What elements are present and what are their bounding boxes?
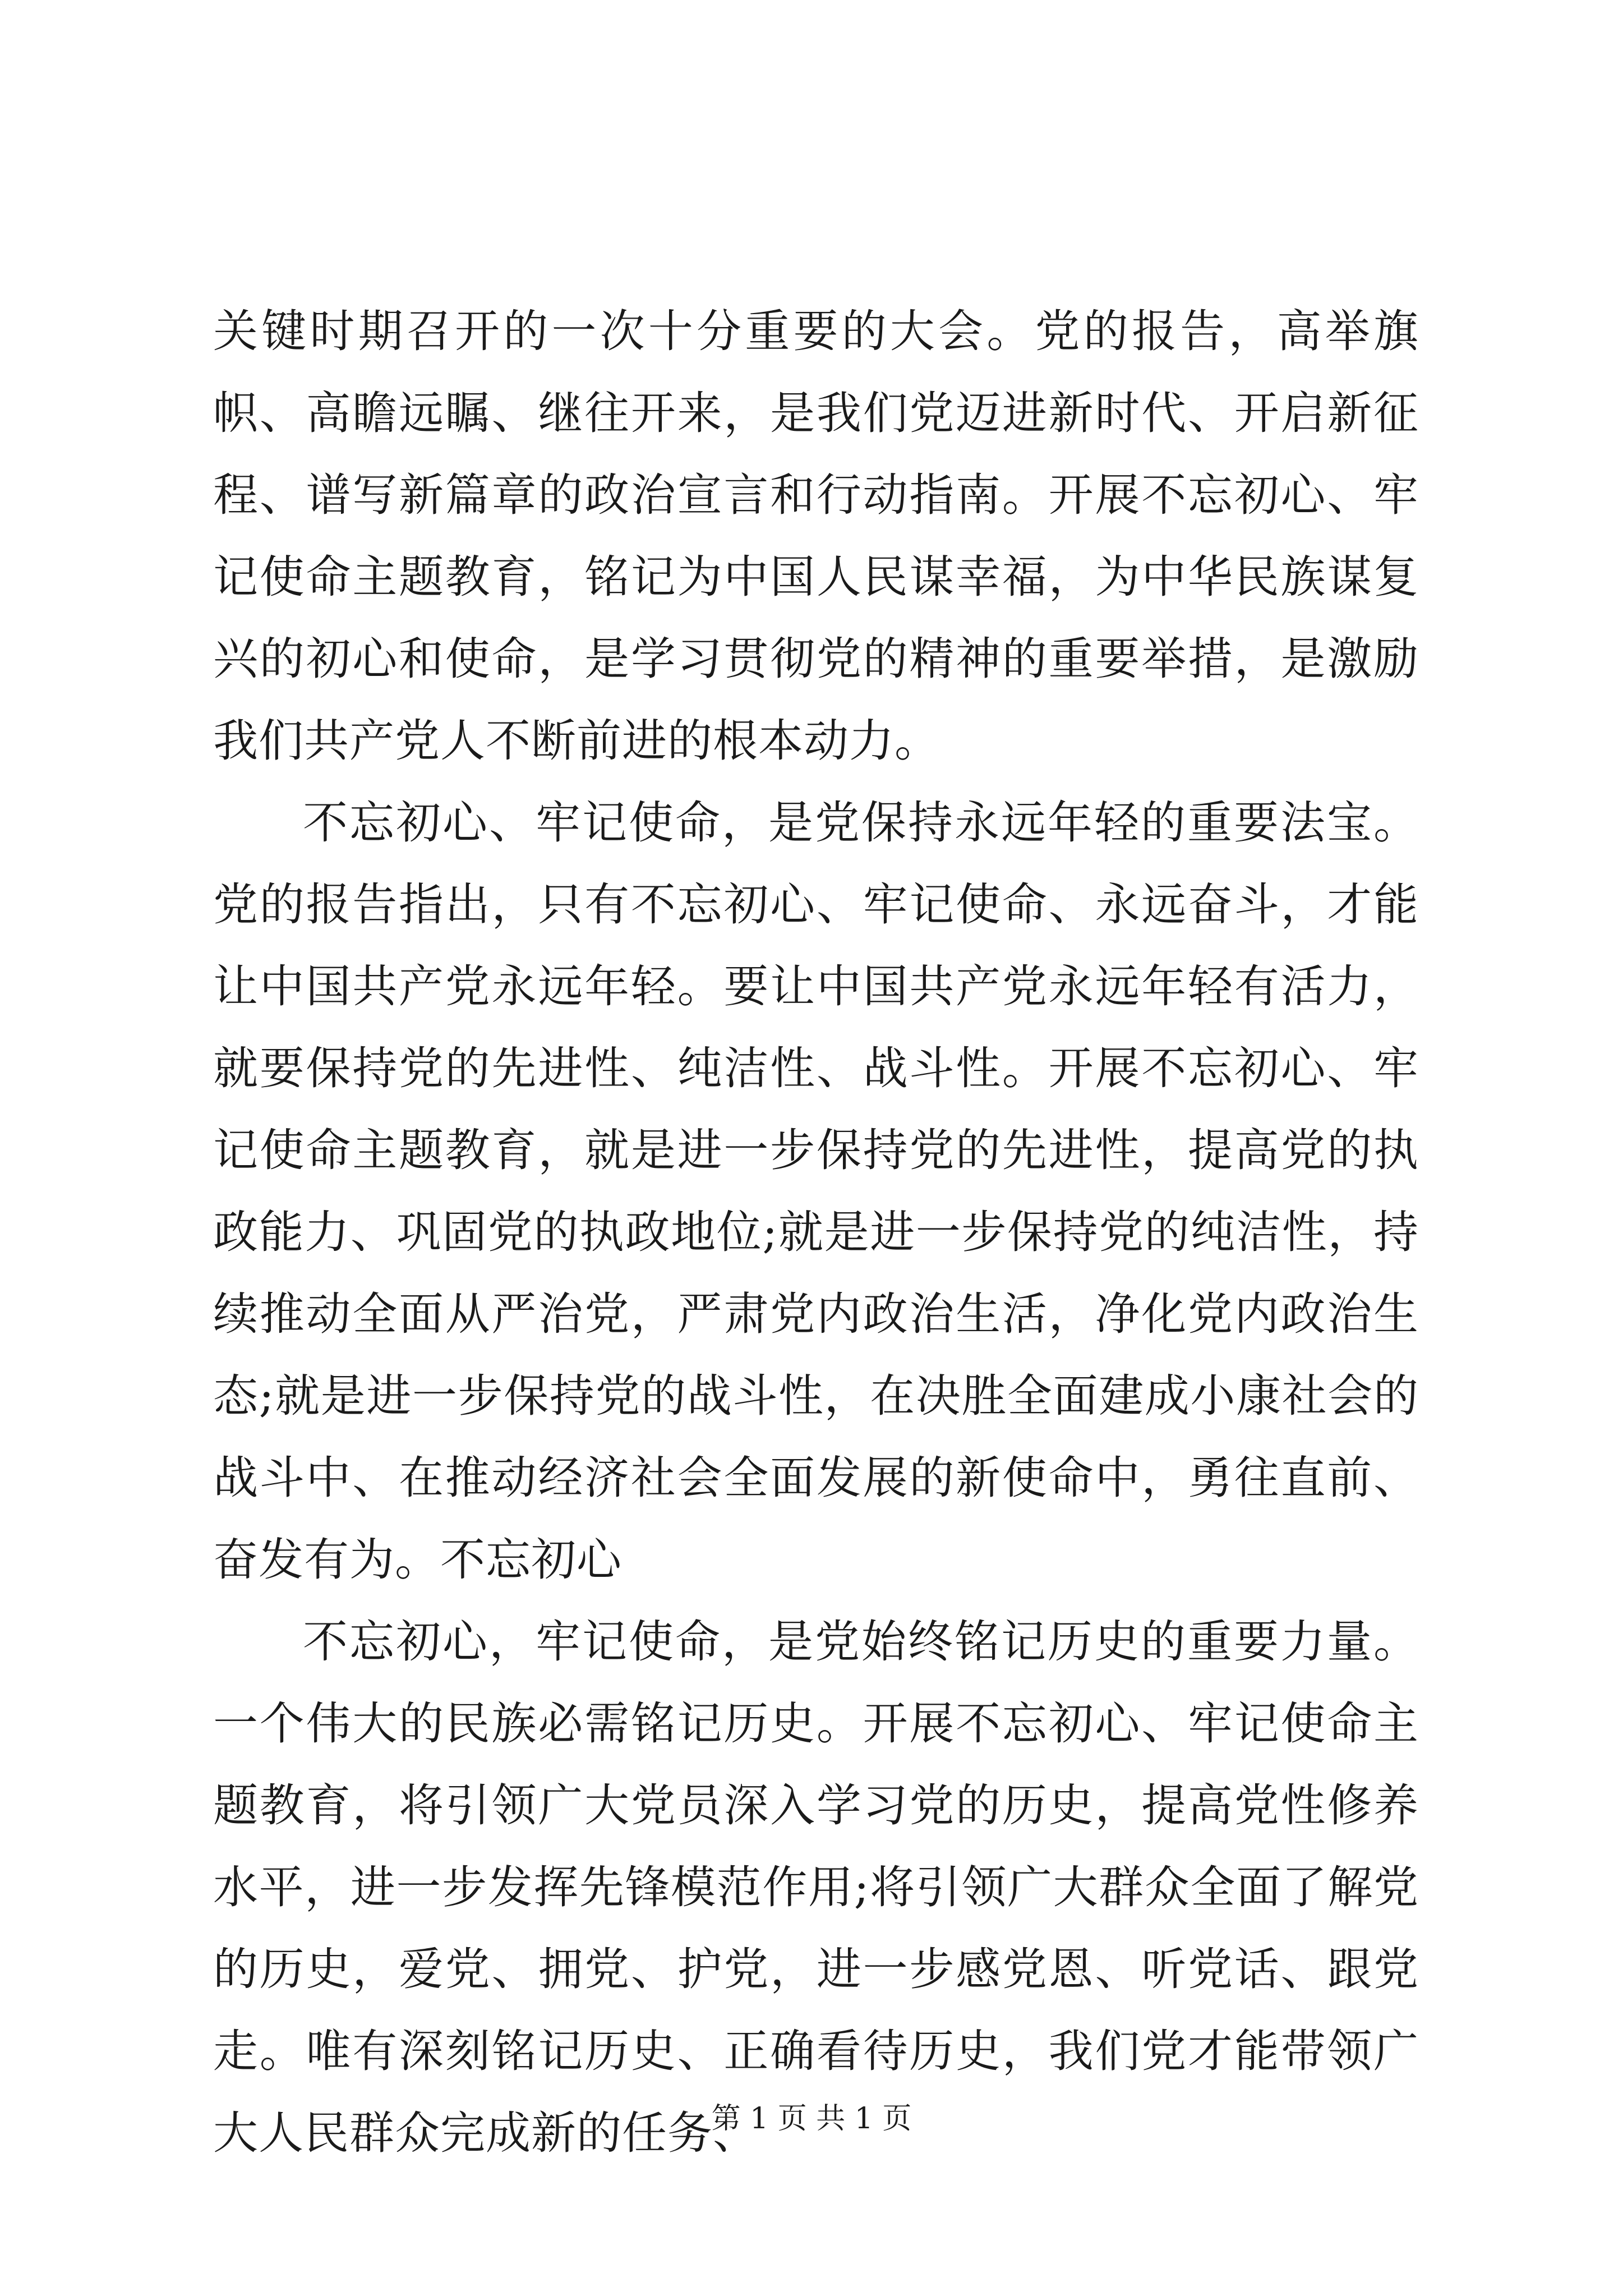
paragraph-2: 不忘初心、牢记使命，是党保持永远年轻的重要法宝。党的报告指出，只有不忘初心、牢记使命、永远奋斗，才能让中国共产党永远年轻。要让中国共产党永远年轻有活力，就要保持党的先进性、纯洁性、战斗性。开展不忘初心、牢记使命主题教育，就是进一步保持党的先进性，提高党的执政能力、巩固党的执政地位;就是进一步保持党的纯洁性，持续推动全面从严治党，严肃党内政治生活，净化党内政治生态;就是进一步保持党的战斗性，在决胜全面建成小康社会的战斗中、在推动经济社会全面发展的新使命中，勇往直前、奋发有为。不忘初心 bbox=[213, 797, 1419, 1586]
paragraph-1: 关键时期召开的一次十分重要的大会。党的报告，高举旗帜、高瞻远瞩、继往开来，是我们党迈进新时代、开启新征程、谱写新篇章的政治宣言和行动指南。开展不忘初心、牢记使命主题教育，铭记为中国人民谋幸福，为中华民族谋复兴的初心和使命，是学习贯彻党的精神的重要举措，是激励我们共产党人不断前进的根本动力。 bbox=[213, 305, 1419, 767]
page-number-label: 第 1 页 共 1 页 bbox=[711, 2102, 912, 2136]
paragraph-3: 不忘初心，牢记使命，是党始终铭记历史的重要力量。一个伟大的民族必需铭记历史。开展不忘初心、牢记使命主题教育，将引领广大党员深入学习党的历史，提高党性修养水平，进一步发挥先锋模范作用;将引领广大群众全面了解党的历史，爱党、拥党、护党，进一步感党恩、听党话、跟党走。唯有深刻铭记历史、正确看待历史，我们党才能带领广大人民群众完成新的任务、 bbox=[213, 1616, 1419, 2159]
document-body bbox=[213, 291, 1419, 2174]
page-footer bbox=[0, 2099, 1623, 2138]
